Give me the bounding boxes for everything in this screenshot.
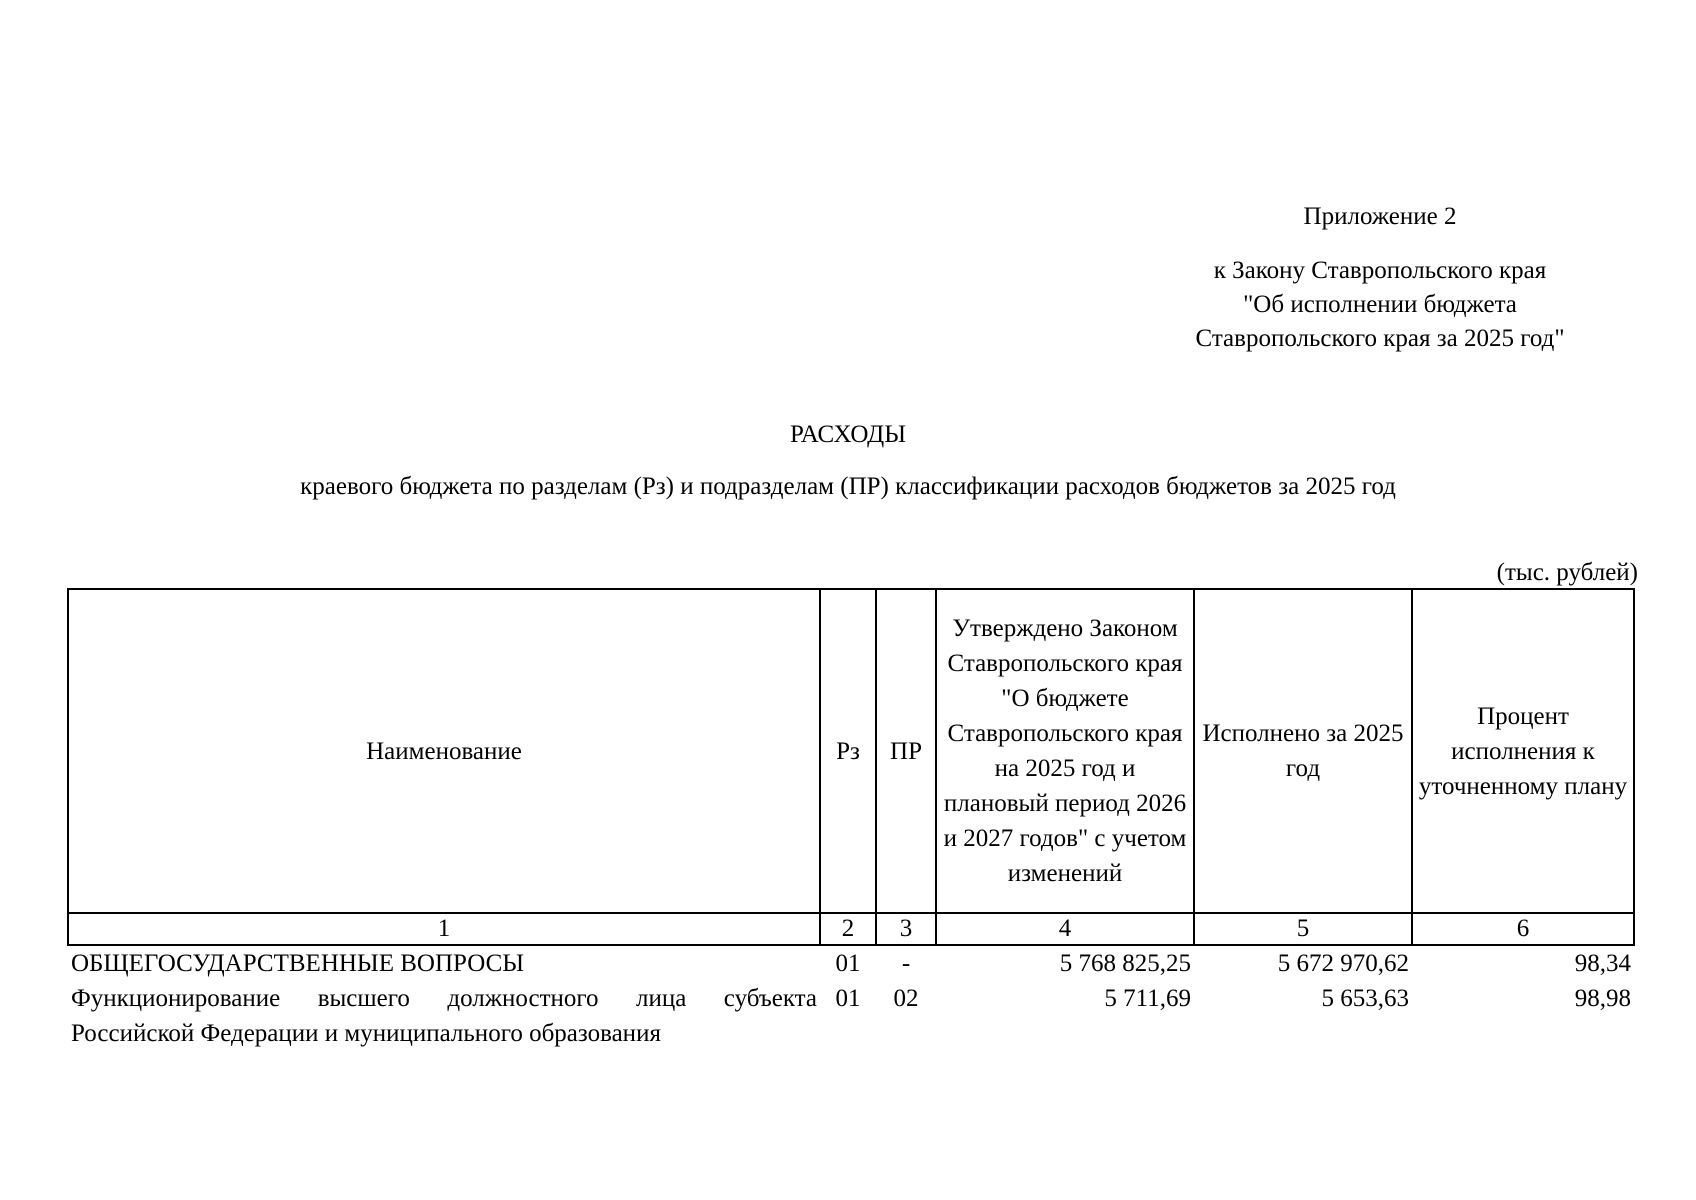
row-pr: - [901,950,911,977]
header-percent: Процент исполнения к уточненному плану [1412,589,1634,913]
header-rz: Рз [820,589,876,913]
row-rz: 01 [835,985,861,1012]
header-pr: ПР [876,589,936,913]
row-name: ОБЩЕГОСУДАРСТВЕННЫЕ ВОПРОСЫ [71,950,525,977]
column-number: 3 [876,913,936,945]
appendix-law-line: "Об исполнении бюджета [1243,291,1517,318]
row-approved: 5 768 825,25 [1059,950,1191,977]
header-executed: Исполнено за 2025 год [1194,589,1412,913]
appendix-law-line: Ставропольского края за 2025 год" [1195,325,1565,352]
row-percent: 98,34 [1574,950,1631,977]
header-approved: Утверждено Законом Ставропольского края "О бюджете Ставропольского края на 2025 год и плановый период 2026 и 2027 годов" с учетом изменений [936,589,1194,913]
column-number-row [68,913,1634,945]
row-executed: 5 672 970,62 [1277,950,1409,977]
row-pr: 02 [893,985,919,1012]
column-number: 6 [1412,913,1634,945]
table-row [68,981,1634,1051]
row-percent: 98,98 [1574,985,1631,1012]
header-name: Наименование [68,589,820,913]
expenses-table [67,588,1635,1051]
row-rz: 01 [835,950,861,977]
units-label: (тыс. рублей) [1496,559,1638,586]
table-header-row [68,589,1634,913]
row-approved: 5 711,69 [1104,985,1191,1012]
document-subtitle: краевого бюджета по разделам (Рз) и подразделам (ПР) классификации расходов бюджетов за 2025 год [300,473,1396,500]
appendix-label: Приложение 2 [1303,203,1457,230]
column-number: 2 [820,913,876,945]
column-number: 5 [1194,913,1412,945]
appendix-law-line: к Закону Ставропольского края [1213,257,1547,284]
row-executed: 5 653,63 [1321,985,1409,1012]
document-title: РАСХОДЫ [790,421,906,448]
table-row [68,945,1634,981]
column-number: 4 [936,913,1194,945]
column-number: 1 [68,913,820,945]
appendix-block [1150,200,1610,356]
row-name: Функционирование высшего должностного лица субъекта Российской Федерации и муниципального образования [71,985,817,1047]
